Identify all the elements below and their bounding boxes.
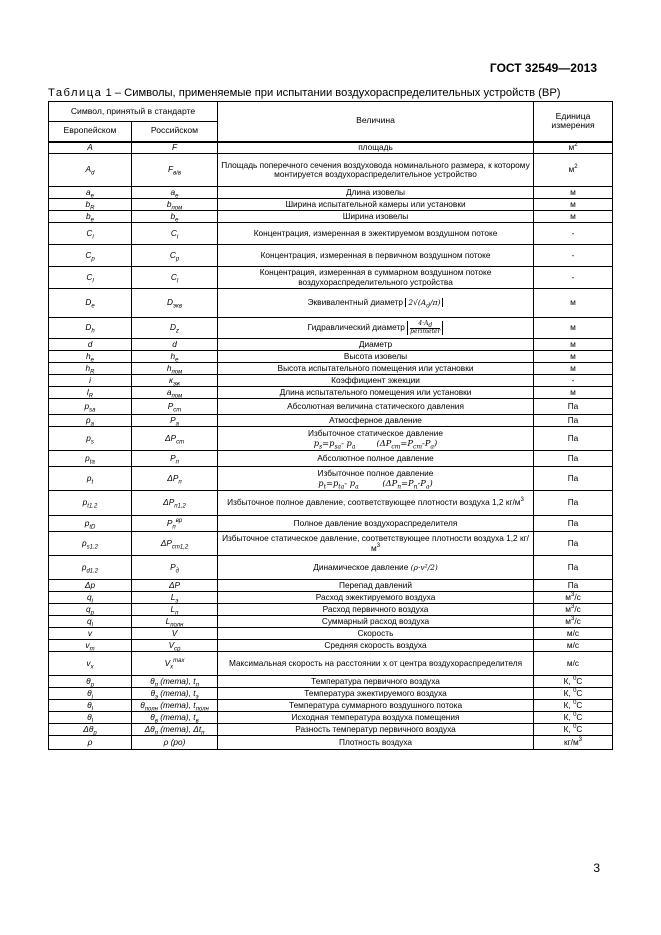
- quantity-text: Избыточное полное давление: [317, 468, 434, 479]
- header-symbol-group: Символ, принятый в стандарте: [49, 102, 218, 122]
- cell-quantity: [218, 211, 534, 223]
- cell-quantity: [218, 736, 534, 750]
- cell-european-symbol: $D_h$: [49, 318, 132, 339]
- cell-european-symbol: $C_i$: [49, 223, 132, 245]
- table-row: [49, 187, 613, 199]
- table-row: [49, 628, 613, 640]
- cell-unit: Па: [534, 467, 613, 491]
- table-row: [49, 700, 613, 712]
- table-row: [49, 223, 613, 245]
- cell-european-symbol: $q_i$: [49, 592, 132, 604]
- cell-european-symbol: $v_x$: [49, 652, 132, 676]
- cell-unit: м: [534, 363, 613, 375]
- hydraulic-diameter-formula: $4\cdot A_d$ perimeter: [407, 321, 443, 335]
- quantity-text: Динамическое давление: [313, 561, 409, 572]
- cell-unit: м: [534, 339, 613, 351]
- cell-russian-symbol: $b_{пом}$: [132, 199, 218, 211]
- cell-european-symbol: $\theta_l$: [49, 700, 132, 712]
- caption-text: – Символы, применяемые при испытании воздухораспределительных устройств (ВР): [111, 87, 561, 99]
- cell-european-symbol: $C_l$: [49, 267, 132, 289]
- quantity-text: Ширина изовелы: [342, 210, 409, 221]
- table-row: [49, 556, 613, 580]
- cell-quantity: [218, 724, 534, 736]
- cell-european-symbol: $p_{t1.2}$: [49, 491, 132, 516]
- table-row: [49, 427, 613, 451]
- quantity-text: Коэффициент эжекции: [331, 374, 420, 385]
- cell-quantity: [218, 604, 534, 616]
- page-number: 3: [593, 861, 600, 875]
- caption-label: Таблица: [48, 87, 103, 99]
- table-row: [49, 491, 613, 516]
- document-id: ГОСТ 32549—2013: [489, 61, 597, 75]
- cell-russian-symbol: $L_э$: [132, 592, 218, 604]
- cell-european-symbol: i: [49, 375, 132, 387]
- quantity-text: Температура суммарного воздушного потока: [288, 699, 463, 710]
- cell-russian-symbol: $\theta_в$ (тета), $t_в$: [132, 712, 218, 724]
- cell-quantity: [218, 652, 534, 676]
- quantity-text: Атмосферное давление: [329, 414, 422, 425]
- cell-european-symbol: $C_p$: [49, 245, 132, 267]
- cell-quantity: [218, 363, 534, 375]
- cell-european-symbol: $D_e$: [49, 289, 132, 318]
- cell-russian-symbol: $F_{в/в}$: [132, 154, 218, 187]
- cell-unit: $м^2$: [534, 142, 613, 154]
- cell-quantity: [218, 700, 534, 712]
- quantity-text: Перепад давлений: [338, 579, 413, 590]
- table-row: [49, 339, 613, 351]
- cell-russian-symbol: $h_{пом}$: [132, 363, 218, 375]
- cell-quantity: [218, 387, 534, 399]
- cell-unit: Па: [534, 415, 613, 427]
- cell-quantity: [218, 676, 534, 688]
- cell-quantity: [218, 467, 534, 491]
- table-row: [49, 399, 613, 415]
- cell-quantity: [218, 187, 534, 199]
- cell-european-symbol: A: [49, 142, 132, 154]
- table-row: [49, 516, 613, 532]
- cell-unit: м/с: [534, 640, 613, 652]
- cell-unit: м: [534, 387, 613, 399]
- cell-quantity: [218, 628, 534, 640]
- quantity-text: Средняя скорость воздуха: [324, 639, 427, 650]
- cell-russian-symbol: $h_e$: [132, 351, 218, 363]
- cell-russian-symbol: $\theta_п$ (тета), $t_п$: [132, 676, 218, 688]
- cell-european-symbol: $\theta_i$: [49, 688, 132, 700]
- cell-unit: Па: [534, 427, 613, 451]
- cell-unit: $м^3/с$: [534, 604, 613, 616]
- cell-russian-symbol: $\theta_э$ (тета), $t_э$: [132, 688, 218, 700]
- cell-quantity: [218, 415, 534, 427]
- cell-unit: м: [534, 199, 613, 211]
- cell-russian-symbol: $L_п$: [132, 604, 218, 616]
- quantity-text: Суммарный расход воздуха: [321, 615, 430, 626]
- quantity-text: Абсолютная величина статического давления: [287, 400, 464, 411]
- table-row: [49, 736, 613, 750]
- table-row: [49, 363, 613, 375]
- table-row: [49, 467, 613, 491]
- quantity-text: Длина изовелы: [346, 186, 406, 197]
- cell-russian-symbol: $\theta_{полн}$ (тета), $t_{полн}$: [132, 700, 218, 712]
- header-quantity: Величина: [218, 102, 534, 142]
- symbols-table: [48, 101, 613, 750]
- cell-european-symbol: $\theta_l$: [49, 712, 132, 724]
- cell-quantity: [218, 592, 534, 604]
- cell-russian-symbol: $\Delta P_{ст1,2}$: [132, 532, 218, 556]
- quantity-text: Максимальная скорость на расстоянии х от центра воздухораспределителя: [228, 657, 523, 668]
- cell-unit: м/с: [534, 652, 613, 676]
- cell-quantity: [218, 516, 534, 532]
- quantity-text: Диаметр: [358, 338, 393, 349]
- cell-quantity: [218, 640, 534, 652]
- table-row: [49, 245, 613, 267]
- table-row: [49, 532, 613, 556]
- table-row: [49, 451, 613, 467]
- cell-russian-symbol: $\Delta P_п$: [132, 467, 218, 491]
- table-row: [49, 351, 613, 363]
- cell-european-symbol: $p_{s1.2}$: [49, 532, 132, 556]
- cell-european-symbol: $b_e$: [49, 211, 132, 223]
- cell-european-symbol: $q_l$: [49, 616, 132, 628]
- table-caption: [48, 87, 561, 99]
- cell-russian-symbol: $L_{полн}$: [132, 616, 218, 628]
- cell-unit: К, $^0$С: [534, 676, 613, 688]
- table-row: [49, 154, 613, 187]
- quantity-text: Длина испытательного помещения или установки: [279, 386, 472, 397]
- cell-quantity: [218, 491, 534, 516]
- cell-unit: К, $^0$С: [534, 700, 613, 712]
- quantity-formula: $p_s=p_{sa}-$ $p_a$ $(\Delta P_{ст}=P_{ст}-P_а)$: [313, 437, 438, 451]
- quantity-text: Высота испытательного помещения или установки: [277, 362, 474, 373]
- cell-quantity: [218, 267, 534, 289]
- cell-european-symbol: $\Delta\theta_p$: [49, 724, 132, 736]
- cell-quantity: [218, 580, 534, 592]
- cell-quantity: [218, 142, 534, 154]
- cell-european-symbol: $a_e$: [49, 187, 132, 199]
- cell-quantity: [218, 351, 534, 363]
- table-row: [49, 289, 613, 318]
- cell-european-symbol: $p_s$: [49, 427, 132, 451]
- dynamic-pressure-formula: (ρ·v²/2): [410, 562, 438, 572]
- cell-unit: Па: [534, 580, 613, 592]
- equivalent-diameter-formula: $2√(A_d/\pi)$: [405, 298, 443, 307]
- quantity-text: Расход первичного воздуха: [322, 603, 429, 614]
- cell-european-symbol: ρ: [49, 736, 132, 750]
- table-row: [49, 640, 613, 652]
- cell-russian-symbol: $a_{пом}$: [132, 387, 218, 399]
- cell-quantity: [218, 375, 534, 387]
- table-row: [49, 211, 613, 223]
- table-row: [49, 652, 613, 676]
- cell-quantity: [218, 318, 534, 339]
- table-row: [49, 724, 613, 736]
- quantity-text: Эквивалентный диаметр: [307, 297, 403, 308]
- cell-unit: -: [534, 267, 613, 289]
- cell-unit: Па: [534, 532, 613, 556]
- cell-quantity: [218, 688, 534, 700]
- quantity-text: Полное давление воздухораспределителя: [293, 517, 458, 528]
- cell-quantity: [218, 199, 534, 211]
- cell-european-symbol: $p_t$: [49, 467, 132, 491]
- table-row: [49, 616, 613, 628]
- cell-unit: м: [534, 351, 613, 363]
- table-row: [49, 199, 613, 211]
- table-row: [49, 604, 613, 616]
- cell-european-symbol: v: [49, 628, 132, 640]
- cell-european-symbol: $q_p$: [49, 604, 132, 616]
- quantity-text: Скорость: [357, 627, 394, 638]
- cell-russian-symbol: $b_e$: [132, 211, 218, 223]
- cell-european-symbol: $v_m$: [49, 640, 132, 652]
- cell-unit: м/с: [534, 628, 613, 640]
- table-row: [49, 712, 613, 724]
- cell-russian-symbol: $P_п$: [132, 451, 218, 467]
- cell-unit: -: [534, 375, 613, 387]
- table-row: [49, 580, 613, 592]
- quantity-text: площадь: [358, 142, 393, 153]
- cell-russian-symbol: $P_д$: [132, 556, 218, 580]
- cell-russian-symbol: $D_z$: [132, 318, 218, 339]
- cell-russian-symbol: $\Delta P_{ст}$: [132, 427, 218, 451]
- cell-european-symbol: $p_{tD}$: [49, 516, 132, 532]
- quantity-text: Избыточное статическое давление: [308, 428, 444, 439]
- cell-unit: Па: [534, 399, 613, 415]
- quantity-text: Избыточное статическое давление, соответствующее плотности воздуха 1,2 $кг/м^3$: [222, 533, 529, 553]
- table-row: [49, 592, 613, 604]
- cell-russian-symbol: $C_l$: [132, 267, 218, 289]
- quantity-text: Расход эжектируемого воздуха: [315, 591, 436, 602]
- cell-russian-symbol: ΔP: [132, 580, 218, 592]
- cell-european-symbol: $\theta_p$: [49, 676, 132, 688]
- quantity-text: Разность температур первичного воздуха: [295, 723, 456, 734]
- cell-unit: $м^3/с$: [534, 592, 613, 604]
- cell-russian-symbol: $P_a$: [132, 415, 218, 427]
- cell-russian-symbol: $\Delta P_{п1,2}$: [132, 491, 218, 516]
- cell-russian-symbol: $P_{ст}$: [132, 399, 218, 415]
- quantity-text: Исходная температура воздуха помещения: [291, 711, 460, 722]
- table-row: [49, 267, 613, 289]
- cell-unit: Па: [534, 556, 613, 580]
- header-european: Европейском: [49, 122, 132, 142]
- cell-quantity: [218, 289, 534, 318]
- cell-russian-symbol: V: [132, 628, 218, 640]
- quantity-text: Абсолютное полное давление: [317, 452, 434, 463]
- cell-unit: К, $^0$С: [534, 724, 613, 736]
- cell-unit: -: [534, 223, 613, 245]
- table-row: [49, 688, 613, 700]
- cell-european-symbol: Δp: [49, 580, 132, 592]
- table-row: [49, 375, 613, 387]
- cell-quantity: [218, 532, 534, 556]
- quantity-text: Концентрация, измеренная в эжектируемом воздушном потоке: [253, 227, 498, 238]
- cell-unit: м: [534, 211, 613, 223]
- quantity-text: Высота изовелы: [343, 350, 408, 361]
- cell-russian-symbol: $a_e$: [132, 187, 218, 199]
- cell-quantity: [218, 616, 534, 628]
- cell-unit: Па: [534, 491, 613, 516]
- cell-unit: К, $^0$С: [534, 712, 613, 724]
- cell-unit: $м^3/с$: [534, 616, 613, 628]
- quantity-text: Концентрация, измеренная в первичном воздушном потоке: [260, 249, 491, 260]
- cell-russian-symbol: ρ (ро): [132, 736, 218, 750]
- cell-russian-symbol: $C_i$: [132, 223, 218, 245]
- cell-russian-symbol: $\Delta\theta_п$ (тета), $\Delta t_п$: [132, 724, 218, 736]
- cell-russian-symbol: F: [132, 142, 218, 154]
- table-row: [49, 415, 613, 427]
- cell-unit: $кг/м^3$: [534, 736, 613, 750]
- cell-unit: м: [534, 318, 613, 339]
- quantity-text: Плотность воздуха: [339, 736, 413, 747]
- cell-quantity: [218, 399, 534, 415]
- quantity-formula: $p_t=p_{ta}-$ $p_a$ $(\Delta P_п=P_п-P_а)$: [318, 477, 433, 491]
- cell-quantity: [218, 154, 534, 187]
- quantity-text: Температура первичного воздуха: [311, 675, 440, 686]
- cell-unit: м: [534, 187, 613, 199]
- cell-unit: м: [534, 289, 613, 318]
- quantity-text: Концентрация, измеренная в суммарном воздушном потоке воздухораспределительного устройства: [259, 267, 492, 287]
- table-row: [49, 676, 613, 688]
- cell-european-symbol: $b_R$: [49, 199, 132, 211]
- quantity-text: Избыточное полное давление, соответствующее плотности воздуха 1,2 $кг/м^3$: [227, 497, 524, 508]
- cell-quantity: [218, 556, 534, 580]
- cell-quantity: [218, 339, 534, 351]
- cell-unit: Па: [534, 516, 613, 532]
- cell-european-symbol: $p_{ta}$: [49, 451, 132, 467]
- header-unit: Единица измерения: [534, 102, 613, 142]
- cell-european-symbol: $l_R$: [49, 387, 132, 399]
- cell-russian-symbol: $C_p$: [132, 245, 218, 267]
- cell-russian-symbol: $P_п^{вр}$: [132, 516, 218, 532]
- cell-quantity: [218, 223, 534, 245]
- cell-russian-symbol: d: [132, 339, 218, 351]
- table-row: [49, 142, 613, 154]
- cell-european-symbol: $p_{d1.2}$: [49, 556, 132, 580]
- cell-unit: Па: [534, 451, 613, 467]
- cell-european-symbol: $h_e$: [49, 351, 132, 363]
- table-row: [49, 318, 613, 339]
- cell-russian-symbol: $D_{экв}$: [132, 289, 218, 318]
- cell-quantity: [218, 712, 534, 724]
- cell-european-symbol: $p_{sa}$: [49, 399, 132, 415]
- quantity-text: Гидравлический диаметр: [307, 322, 405, 333]
- header-russian: Российском: [132, 122, 218, 142]
- cell-unit: -: [534, 245, 613, 267]
- cell-european-symbol: $h_R$: [49, 363, 132, 375]
- table-row: [49, 387, 613, 399]
- cell-russian-symbol: $к_{эж}$: [132, 375, 218, 387]
- cell-russian-symbol: $V_{ср}$: [132, 640, 218, 652]
- caption-number: 1: [105, 87, 112, 99]
- quantity-text: Температура эжектируемого воздуха: [304, 687, 447, 698]
- cell-quantity: [218, 245, 534, 267]
- quantity-text: Площадь поперечного сечения воздуховода номинального размера, к которому монтируется воздухораспределительное устройство: [221, 159, 530, 179]
- cell-quantity: [218, 427, 534, 451]
- cell-unit: К, $^0$С: [534, 688, 613, 700]
- cell-european-symbol: $p_a$: [49, 415, 132, 427]
- quantity-text: Ширина испытательной камеры или установки: [285, 198, 466, 209]
- cell-european-symbol: d: [49, 339, 132, 351]
- cell-russian-symbol: $V_x^{max}$: [132, 652, 218, 676]
- cell-unit: $м^2$: [534, 154, 613, 187]
- cell-european-symbol: $A_d$: [49, 154, 132, 187]
- cell-quantity: [218, 451, 534, 467]
